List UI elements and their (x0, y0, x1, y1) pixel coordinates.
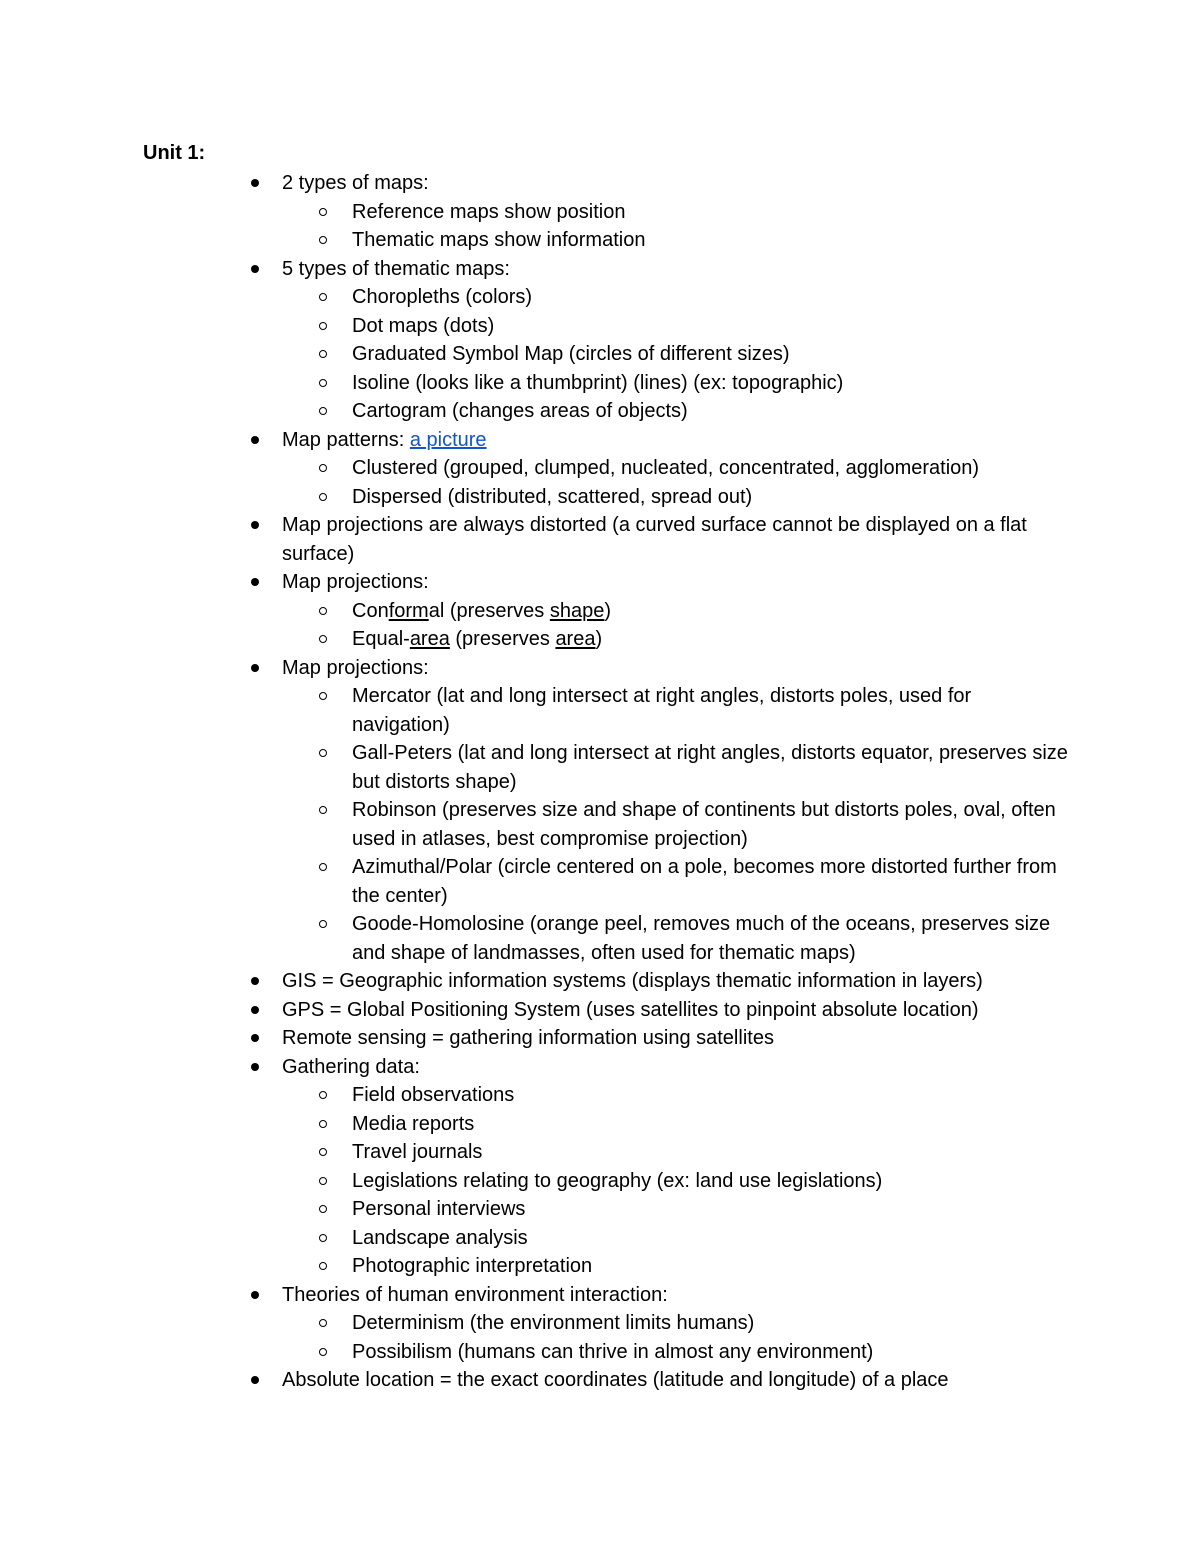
sub-list (282, 597, 1073, 654)
text-part: al (preserves (428, 599, 550, 622)
sub-list-item-text: Mercator (lat and long intersect at right angles, distorts poles, used for navigation) (352, 685, 972, 736)
list-item-text: Remote sensing = gathering information using satellites (282, 1027, 774, 1049)
sub-list-item (352, 682, 1073, 739)
sub-list-item (352, 1167, 1073, 1196)
list-item (143, 426, 1073, 512)
text-part: Con (352, 599, 389, 622)
list-item (143, 169, 1073, 255)
sub-list-item (352, 1309, 1073, 1338)
sub-list-item-text: Determinism (the environment limits humans) (352, 1312, 755, 1334)
underlined-text: shape (549, 599, 605, 622)
hollow-bullet-icon (319, 379, 327, 387)
sub-list-item-text: Graduated Symbol Map (circles of different sizes) (352, 343, 790, 365)
sub-list-item-text: Choropleths (colors) (352, 286, 533, 308)
hollow-bullet-icon (319, 1148, 327, 1156)
hollow-bullet-icon (319, 692, 327, 700)
sub-list (282, 198, 1073, 255)
hollow-bullet-icon (319, 1091, 327, 1099)
sub-list-item-text: Robinson (preserves size and shape of continents but distorts poles, oval, often used in atlases, best compromise projection) (352, 799, 1056, 850)
list-item (143, 1366, 1073, 1395)
bullet-icon (251, 1006, 259, 1014)
sub-list-item-text: Media reports (352, 1112, 475, 1135)
list-item-text: GIS = Geographic information systems (displays thematic information in layers) (282, 970, 983, 992)
unit-heading: Unit 1: (143, 142, 206, 164)
text-part: Equal- (352, 628, 410, 650)
hollow-bullet-icon (319, 1205, 327, 1213)
sub-list-item (352, 910, 1073, 967)
sub-list-item (352, 796, 1073, 853)
list-item (143, 1053, 1073, 1281)
sub-list (282, 1309, 1073, 1366)
bullet-icon (251, 1034, 259, 1042)
hollow-bullet-icon (319, 236, 327, 244)
sub-list-item-text: Clustered (grouped, clumped, nucleated, concentrated, agglomeration) (352, 457, 980, 479)
list-item-text: Absolute location = the exact coordinates (latitude and longitude) of a place (282, 1369, 949, 1391)
bullet-icon (251, 1291, 259, 1299)
hollow-bullet-icon (319, 635, 327, 643)
bullet-icon (251, 664, 259, 672)
sub-list-item (352, 625, 1073, 654)
sub-list-item-text: Landscape analysis (352, 1226, 528, 1249)
text-part: ) (604, 599, 612, 622)
notes-list (143, 169, 1073, 1395)
underlined-text: area (555, 628, 596, 650)
sub-list-item (352, 454, 1073, 483)
bullet-icon (251, 977, 259, 985)
sub-list-item (352, 483, 1073, 512)
hollow-bullet-icon (319, 322, 327, 330)
text-part: (preserves (449, 628, 556, 650)
bullet-icon (251, 1063, 259, 1071)
hollow-bullet-icon (319, 1234, 327, 1242)
hollow-bullet-icon (319, 1120, 327, 1128)
sub-list-item (352, 283, 1073, 312)
list-item (143, 255, 1073, 426)
list-item-text: Map projections: (282, 571, 429, 593)
hollow-bullet-icon (319, 749, 327, 757)
underlined-text: area (409, 628, 450, 650)
sub-list-item-text: Reference maps show position (352, 200, 626, 223)
sub-list-item-text: Gall-Peters (lat and long intersect at right angles, distorts equator, preserves size but distorts shape) (352, 742, 1068, 793)
sub-list-item (352, 853, 1073, 910)
hollow-bullet-icon (319, 1348, 327, 1356)
sub-list-item (352, 1081, 1073, 1110)
sub-list-item-text: Field observations (352, 1084, 515, 1106)
sub-list-item-text: Cartogram (changes areas of objects) (352, 400, 688, 422)
sub-list-item-text: Dot maps (dots) (352, 314, 495, 337)
sub-list-item-text: Isoline (looks like a thumbprint) (lines) (ex: topographic) (352, 371, 844, 394)
document-page (143, 137, 1073, 1395)
sub-list (282, 454, 1073, 511)
sub-list-item (352, 198, 1073, 227)
sub-list-item (352, 1110, 1073, 1139)
list-item-text: Theories of human environment interaction: (282, 1283, 668, 1306)
list-item-text: Map projections are always distorted (a curved surface cannot be displayed on a flat surface) (282, 514, 1027, 565)
list-item (143, 654, 1073, 968)
list-item-text: 5 types of thematic maps: (282, 257, 510, 280)
list-item-text: GPS = Global Positioning System (uses satellites to pinpoint absolute location) (282, 998, 979, 1021)
sub-list-item (352, 1195, 1073, 1224)
sub-list-item (352, 1338, 1073, 1367)
hollow-bullet-icon (319, 464, 327, 472)
hollow-bullet-icon (319, 293, 327, 301)
list-item (143, 967, 1073, 996)
text-part: ) (595, 628, 603, 650)
picture-link[interactable]: a picture (409, 428, 487, 451)
sub-list-item (352, 1224, 1073, 1253)
hollow-bullet-icon (319, 1319, 327, 1327)
sub-list (282, 283, 1073, 426)
sub-list-item-text: Azimuthal/Polar (circle centered on a pole, becomes more distorted further from the center) (352, 856, 1057, 907)
bullet-icon (251, 265, 259, 273)
underlined-text: form (388, 599, 429, 622)
list-item (143, 568, 1073, 654)
sub-list (282, 1081, 1073, 1281)
sub-list-item-text: Dispersed (distributed, scattered, spread out) (352, 485, 753, 508)
list-item (143, 511, 1073, 568)
hollow-bullet-icon (319, 1262, 327, 1270)
sub-list (282, 682, 1073, 967)
list-item (143, 996, 1073, 1025)
bullet-icon (251, 1376, 259, 1384)
hollow-bullet-icon (319, 407, 327, 415)
sub-list-item (352, 397, 1073, 426)
list-item-text: 2 types of maps: (282, 172, 429, 194)
hollow-bullet-icon (319, 1177, 327, 1185)
list-item-text: Gathering data: (282, 1055, 420, 1078)
sub-list-item (352, 1252, 1073, 1281)
bullet-icon (251, 179, 259, 187)
hollow-bullet-icon (319, 806, 327, 814)
hollow-bullet-icon (319, 350, 327, 358)
hollow-bullet-icon (319, 607, 327, 615)
list-item (143, 1024, 1073, 1053)
sub-list-item (352, 226, 1073, 255)
sub-list-item-text: Possibilism (humans can thrive in almost any environment) (352, 1340, 874, 1363)
sub-list-item-text: Goode-Homolosine (orange peel, removes much of the oceans, preserves size and shape of landmasses, often used for thematic maps) (352, 913, 1051, 964)
bullet-icon (251, 436, 259, 444)
sub-list-item (352, 1138, 1073, 1167)
hollow-bullet-icon (319, 863, 327, 871)
hollow-bullet-icon (319, 493, 327, 501)
sub-list-item (352, 369, 1073, 398)
sub-list-item-text: Personal interviews (352, 1198, 526, 1220)
hollow-bullet-icon (319, 920, 327, 928)
sub-list-item-text: Legislations relating to geography (ex: land use legislations) (352, 1169, 883, 1192)
sub-list-item-text: Thematic maps show information (352, 229, 646, 251)
sub-list-item (352, 739, 1073, 796)
list-item-text: Map projections: (282, 656, 429, 679)
hollow-bullet-icon (319, 208, 327, 216)
list-item (143, 1281, 1073, 1367)
sub-list-item-text: Travel journals (352, 1141, 483, 1163)
sub-list-item (352, 340, 1073, 369)
sub-list-item-text: Photographic interpretation (352, 1255, 593, 1277)
list-item-text: Map patterns: (282, 428, 410, 451)
sub-list-item (352, 312, 1073, 341)
bullet-icon (251, 578, 259, 586)
sub-list-item (352, 597, 1073, 626)
bullet-icon (251, 521, 259, 529)
